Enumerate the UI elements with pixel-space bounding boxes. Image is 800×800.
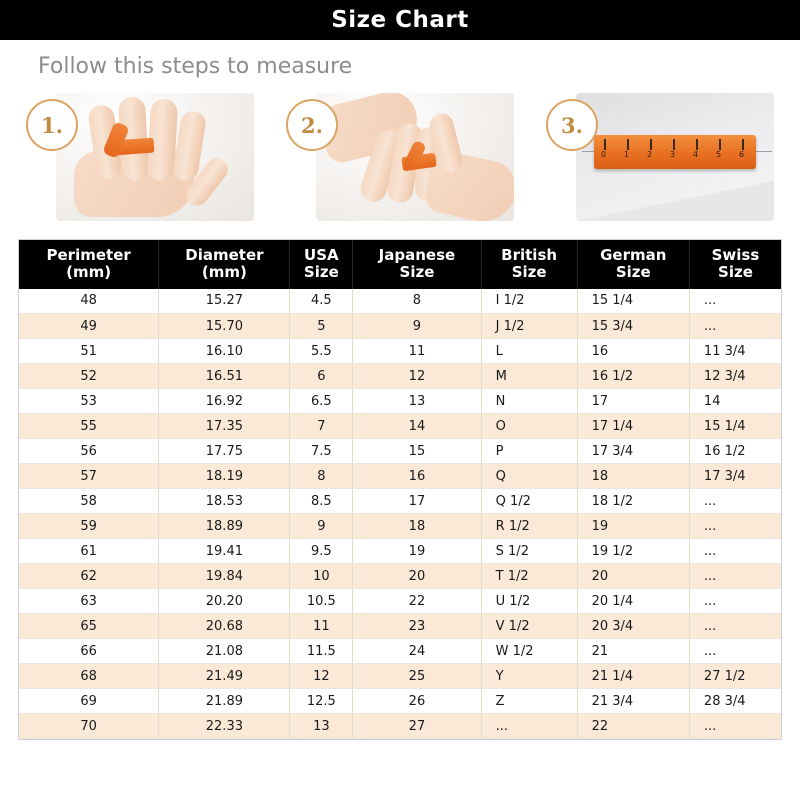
table-cell: 58 [19, 489, 159, 514]
table-cell: 6.5 [290, 389, 353, 414]
table-cell: 21 [577, 639, 689, 664]
table-cell: 15.27 [159, 289, 290, 314]
step-3-badge: 3. [546, 99, 598, 151]
table-cell: 17 3/4 [689, 464, 781, 489]
table-cell: ... [689, 489, 781, 514]
table-row [19, 664, 781, 689]
table-cell: 19.84 [159, 564, 290, 589]
table-row [19, 564, 781, 589]
table-cell: 7 [290, 414, 353, 439]
table-row [19, 414, 781, 439]
table-cell: 9 [353, 314, 481, 339]
table-cell: W 1/2 [481, 639, 577, 664]
table-cell: 20.68 [159, 614, 290, 639]
table-cell: 25 [353, 664, 481, 689]
table-cell: 21.49 [159, 664, 290, 689]
table-cell: 65 [19, 614, 159, 639]
step-3-photo [576, 93, 774, 221]
table-cell: R 1/2 [481, 514, 577, 539]
table-cell: 11 [290, 614, 353, 639]
table-cell: 11 3/4 [689, 339, 781, 364]
subtitle: Follow this steps to measure [38, 54, 353, 79]
table-cell: 16 [577, 339, 689, 364]
table-cell: 12.5 [290, 689, 353, 714]
table-cell: ... [689, 589, 781, 614]
table-cell: ... [689, 639, 781, 664]
table-cell: 22 [577, 714, 689, 739]
table-cell: 27 [353, 714, 481, 739]
ruler-mark: 1 [624, 150, 630, 159]
table-cell: 9 [290, 514, 353, 539]
column-header-german [577, 240, 689, 289]
table-cell: 8 [353, 289, 481, 314]
ruler-mark: 5 [716, 150, 722, 159]
header-line-1: German Size [600, 246, 667, 282]
table-cell: 56 [19, 439, 159, 464]
table-cell: 10.5 [290, 589, 353, 614]
table-cell: 19 1/2 [577, 539, 689, 564]
table-cell: 16 [353, 464, 481, 489]
ruler-mark: 0 [601, 150, 607, 159]
table-cell: 52 [19, 364, 159, 389]
table-cell: ... [689, 539, 781, 564]
table-cell: 69 [19, 689, 159, 714]
table-cell: 51 [19, 339, 159, 364]
column-header-usa [290, 240, 353, 289]
page-title: Size Chart [331, 7, 469, 33]
column-header-british [481, 240, 577, 289]
step-1-photo [56, 93, 254, 221]
table-cell: I 1/2 [481, 289, 577, 314]
header-line-1: Diameter (mm) [185, 246, 264, 282]
table-cell: 14 [353, 414, 481, 439]
hands-marking-tape-illustration [316, 93, 514, 221]
hand-with-tape-illustration [56, 93, 254, 221]
table-row [19, 489, 781, 514]
table-cell: 17 [353, 489, 481, 514]
ruler-mark: 3 [670, 150, 676, 159]
table-cell: 19 [577, 514, 689, 539]
table-cell: ... [689, 314, 781, 339]
table-row [19, 314, 781, 339]
table-cell: 19.41 [159, 539, 290, 564]
table-cell: 27 1/2 [689, 664, 781, 689]
table-cell: 21.08 [159, 639, 290, 664]
table-cell: 16.10 [159, 339, 290, 364]
table-header-row [19, 240, 781, 289]
step-1-badge: 1. [26, 99, 78, 151]
step-2 [286, 93, 514, 223]
table-cell: 13 [353, 389, 481, 414]
table-body [19, 289, 781, 739]
table-cell: 16.92 [159, 389, 290, 414]
table-row [19, 514, 781, 539]
table-row [19, 339, 781, 364]
table-cell: Q [481, 464, 577, 489]
table-row [19, 389, 781, 414]
header-line-1: USA Size [303, 246, 339, 282]
table-cell: O [481, 414, 577, 439]
table-cell: J 1/2 [481, 314, 577, 339]
table-cell: 55 [19, 414, 159, 439]
table-cell: 26 [353, 689, 481, 714]
table-cell: 61 [19, 539, 159, 564]
table-cell: 18 [577, 464, 689, 489]
table-cell: S 1/2 [481, 539, 577, 564]
table-cell: 16 1/2 [577, 364, 689, 389]
table-row [19, 539, 781, 564]
table-cell: Y [481, 664, 577, 689]
step-2-photo [316, 93, 514, 221]
ruler-strip [594, 135, 756, 169]
table-cell: 17.75 [159, 439, 290, 464]
table-cell: 18 [353, 514, 481, 539]
table-cell: ... [689, 564, 781, 589]
table-cell: 16 1/2 [689, 439, 781, 464]
table-cell: 62 [19, 564, 159, 589]
table-cell: 15 3/4 [577, 314, 689, 339]
table-cell: Q 1/2 [481, 489, 577, 514]
table-cell: 20 [577, 564, 689, 589]
table-cell: 17 3/4 [577, 439, 689, 464]
table-cell: 14 [689, 389, 781, 414]
table-cell: P [481, 439, 577, 464]
header-line-1: Japanese Size [378, 246, 456, 282]
ruler-mark: 2 [647, 150, 653, 159]
table-cell: 18 1/2 [577, 489, 689, 514]
ruler-mark: 4 [693, 150, 699, 159]
header-line-1: Perimeter (mm) [46, 246, 131, 282]
page-header [0, 0, 800, 40]
table-cell: 28 3/4 [689, 689, 781, 714]
size-table-wrapper [18, 239, 782, 740]
step-1 [26, 93, 254, 223]
table-cell: 20.20 [159, 589, 290, 614]
table-cell: ... [689, 614, 781, 639]
table-cell: 15 1/4 [577, 289, 689, 314]
table-cell: 68 [19, 664, 159, 689]
table-cell: ... [689, 514, 781, 539]
table-cell: V 1/2 [481, 614, 577, 639]
table-cell: 13 [290, 714, 353, 739]
column-header-diameter [159, 240, 290, 289]
table-cell: 17 1/4 [577, 414, 689, 439]
table-cell: 48 [19, 289, 159, 314]
table-cell: 59 [19, 514, 159, 539]
column-header-japanese [353, 240, 481, 289]
table-cell: 22.33 [159, 714, 290, 739]
table-cell: 66 [19, 639, 159, 664]
table-cell: 18.89 [159, 514, 290, 539]
table-row [19, 639, 781, 664]
table-cell: 63 [19, 589, 159, 614]
step-3 [546, 93, 774, 223]
column-header-swiss [689, 240, 781, 289]
table-row [19, 464, 781, 489]
table-cell: 20 3/4 [577, 614, 689, 639]
table-cell: ... [689, 289, 781, 314]
table-cell: 12 3/4 [689, 364, 781, 389]
table-row [19, 714, 781, 739]
table-cell: 18.19 [159, 464, 290, 489]
table-row [19, 439, 781, 464]
table-cell: 57 [19, 464, 159, 489]
table-cell: 11.5 [290, 639, 353, 664]
table-cell: 53 [19, 389, 159, 414]
table-cell: ... [481, 714, 577, 739]
table-cell: Z [481, 689, 577, 714]
table-cell: 24 [353, 639, 481, 664]
table-row [19, 689, 781, 714]
ruler-mark: 6 [739, 150, 745, 159]
table-cell: 17 [577, 389, 689, 414]
table-row [19, 589, 781, 614]
header-line-1: British Size [501, 246, 558, 282]
table-cell: 20 1/4 [577, 589, 689, 614]
table-cell: 70 [19, 714, 159, 739]
table-cell: 15 [353, 439, 481, 464]
table-cell: U 1/2 [481, 589, 577, 614]
table-row [19, 364, 781, 389]
table-cell: 17.35 [159, 414, 290, 439]
table-cell: 5.5 [290, 339, 353, 364]
table-row [19, 614, 781, 639]
table-cell: 22 [353, 589, 481, 614]
column-header-perimeter [19, 240, 159, 289]
step-2-badge: 2. [286, 99, 338, 151]
table-cell: ... [689, 714, 781, 739]
table-cell: 18.53 [159, 489, 290, 514]
size-table [19, 240, 781, 739]
table-cell: T 1/2 [481, 564, 577, 589]
table-cell: 12 [290, 664, 353, 689]
table-cell: 21 3/4 [577, 689, 689, 714]
table-cell: 9.5 [290, 539, 353, 564]
table-cell: 8.5 [290, 489, 353, 514]
table-cell: 10 [290, 564, 353, 589]
table-cell: M [481, 364, 577, 389]
table-cell: 4.5 [290, 289, 353, 314]
table-cell: 16.51 [159, 364, 290, 389]
table-cell: 21 1/4 [577, 664, 689, 689]
table-cell: 15.70 [159, 314, 290, 339]
table-cell: N [481, 389, 577, 414]
table-cell: L [481, 339, 577, 364]
steps-row [0, 93, 800, 223]
table-cell: 5 [290, 314, 353, 339]
table-cell: 20 [353, 564, 481, 589]
table-cell: 8 [290, 464, 353, 489]
tape-on-ruler-illustration [576, 93, 774, 221]
table-cell: 23 [353, 614, 481, 639]
table-cell: 15 1/4 [689, 414, 781, 439]
table-cell: 21.89 [159, 689, 290, 714]
table-cell: 11 [353, 339, 481, 364]
table-cell: 12 [353, 364, 481, 389]
table-cell: 6 [290, 364, 353, 389]
table-cell: 7.5 [290, 439, 353, 464]
table-row [19, 289, 781, 314]
table-cell: 49 [19, 314, 159, 339]
header-line-1: Swiss Size [711, 246, 760, 282]
table-cell: 19 [353, 539, 481, 564]
